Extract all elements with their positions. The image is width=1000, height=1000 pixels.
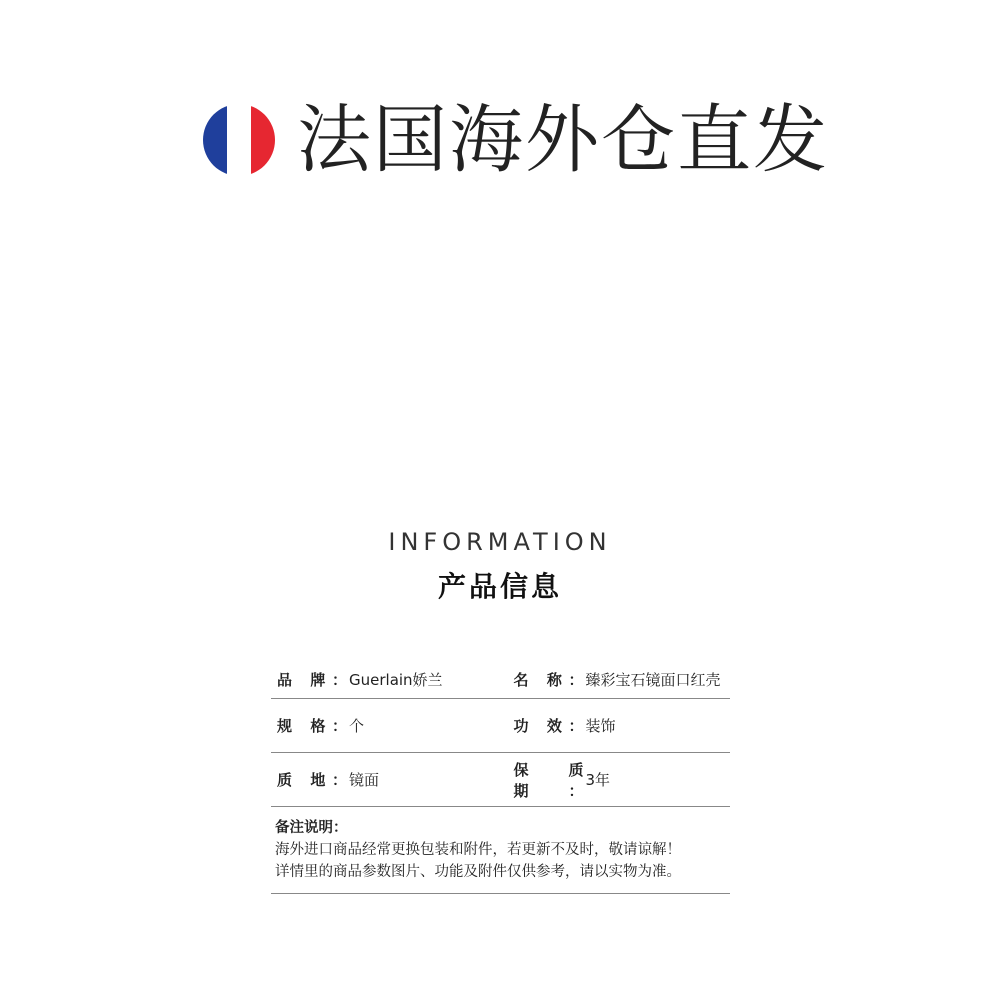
table-cell <box>271 669 494 690</box>
table-cell <box>494 669 731 690</box>
flag-stripe-red <box>251 104 275 176</box>
effect-value: 装饰 <box>585 717 616 735</box>
table-cell <box>271 715 494 736</box>
info-heading-cn: 产品信息 <box>437 570 562 603</box>
shelf-life-label: 保 质 期： <box>513 760 584 800</box>
info-heading-en: INFORMATION <box>388 528 612 556</box>
table-cell <box>494 759 731 801</box>
spec-label: 规 格： <box>277 717 347 735</box>
texture-value: 镜面 <box>349 771 380 789</box>
name-label: 名 称： <box>513 670 584 689</box>
effect-label: 功 效： <box>513 717 584 735</box>
brand-label: 品 牌： <box>277 670 347 689</box>
spec-value: 个 <box>349 717 365 735</box>
table-row <box>271 660 730 699</box>
product-info-table <box>271 660 730 894</box>
flag-stripe-white <box>227 104 251 176</box>
notes-title: 备注说明： <box>275 820 348 836</box>
brand-value: Guerlain娇兰 <box>349 670 443 689</box>
notes-line-1: 海外进口商品经常更换包装和附件，若更新不及时，敬请谅解！ <box>275 842 681 858</box>
table-cell <box>494 715 731 736</box>
banner-title: 法国海外仓直发 <box>297 97 829 183</box>
notes-section <box>271 807 730 894</box>
texture-label: 质 地： <box>277 771 347 789</box>
table-row <box>271 753 730 807</box>
shelf-life-value: 3年 <box>585 771 611 789</box>
flag-stripe-blue <box>203 104 227 176</box>
name-value: 臻彩宝石镜面口红壳 <box>585 670 721 689</box>
notes-line-2: 详情里的商品参数图片、功能及附件仅供参考，请以实物为准。 <box>275 864 681 880</box>
france-flag-icon <box>203 104 275 176</box>
table-row <box>271 699 730 753</box>
banner <box>203 97 829 183</box>
table-cell <box>271 769 494 790</box>
